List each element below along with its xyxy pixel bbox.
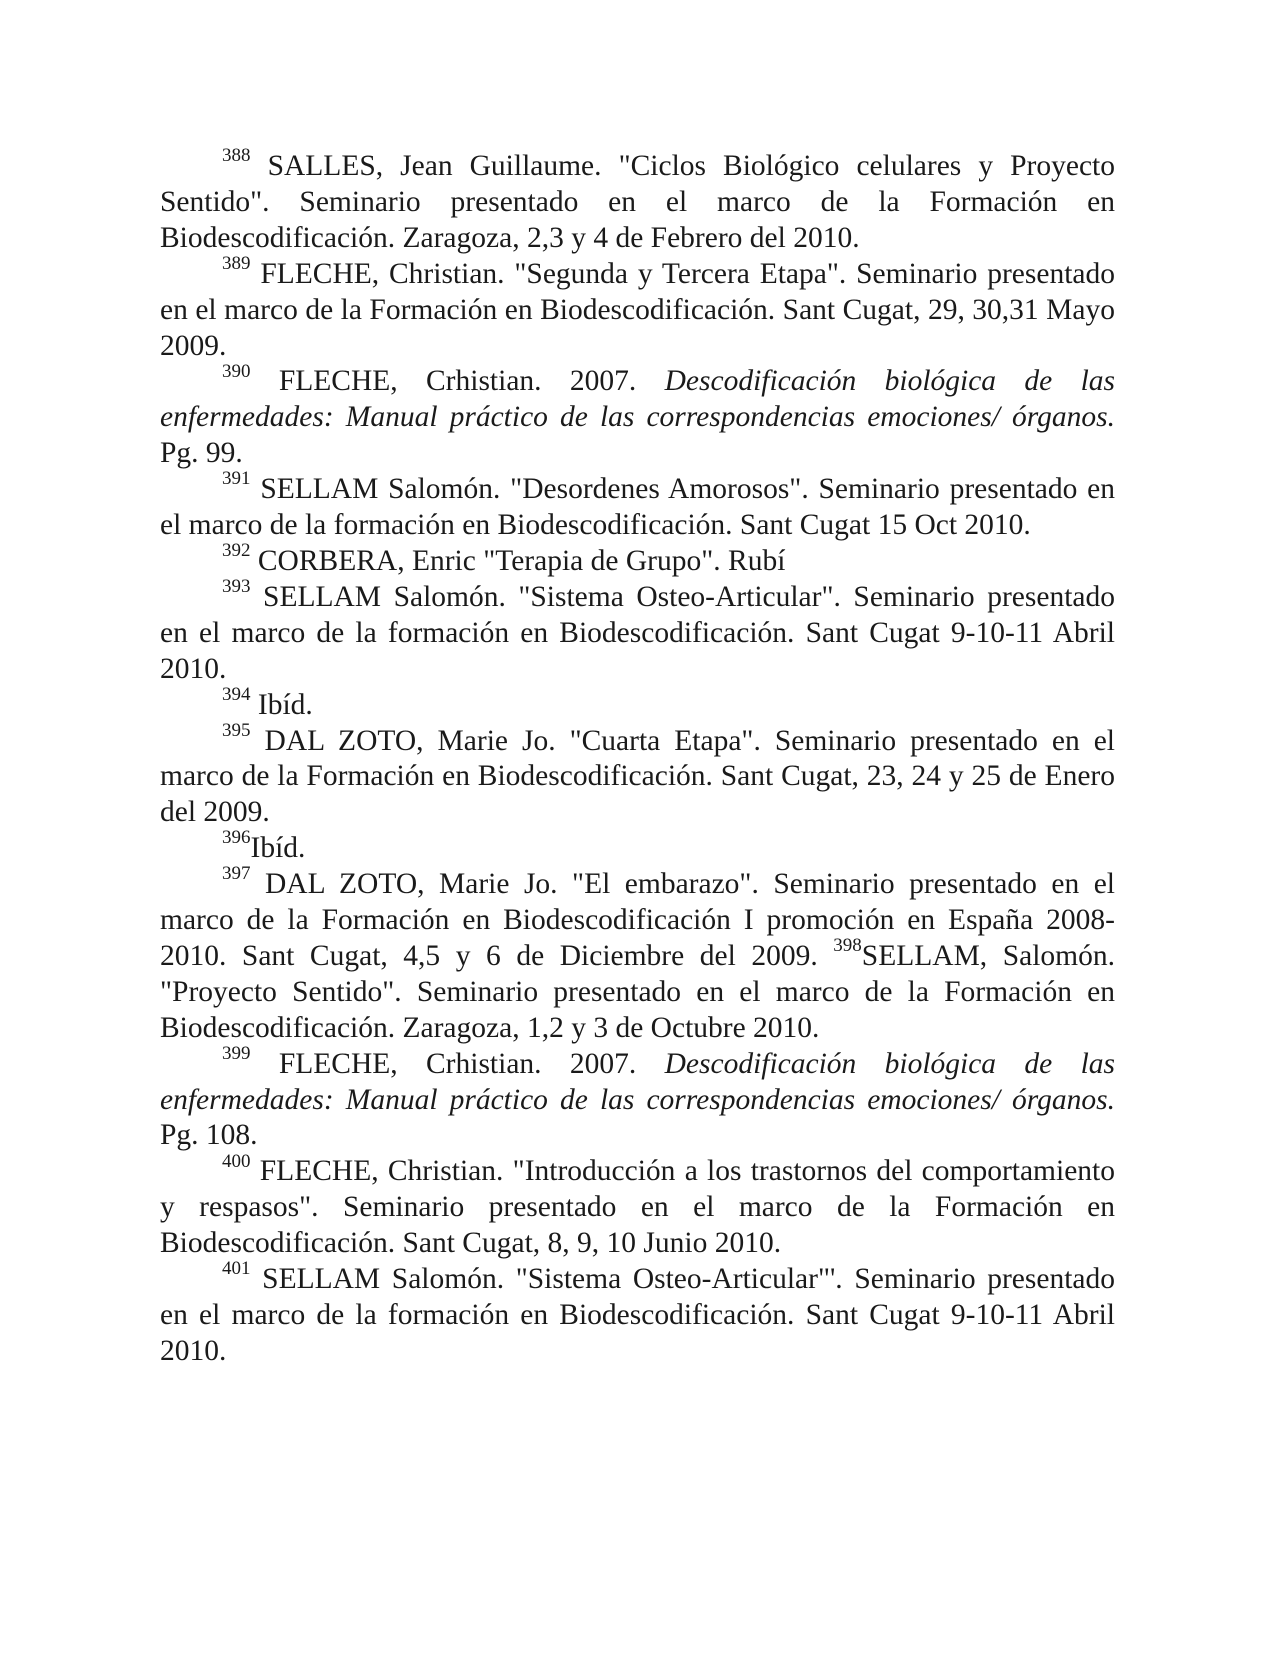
footnote-text: DAL ZOTO, Marie Jo. "El embarazo". Seminario presentado en el marco de la Formación en Biodescodificación I promoción en España 2008-2010. Sant Cugat, 4,5 y 6 de Diciembre del 2009. bbox=[160, 868, 1115, 972]
footnote-388 bbox=[160, 145, 1115, 257]
footnote-number: 399 bbox=[222, 1042, 251, 1064]
book-title: Descodificación biológica de las enfermedades: Manual práctico de las correspondencias emociones/ órganos. bbox=[160, 365, 1115, 434]
footnote-number: 395 bbox=[222, 719, 251, 741]
footnote-number: 390 bbox=[222, 360, 251, 382]
footnote-401 bbox=[160, 1258, 1115, 1370]
footnote-number: 400 bbox=[222, 1150, 251, 1172]
footnote-text: FLECHE, Christian. "Introducción a los trastornos del comportamiento y respasos". Seminario presentado en el marco de la Formación en Biodescodificación. Sant Cugat, 8, 9, 10 Junio 2010. bbox=[160, 1155, 1115, 1260]
footnote-394 bbox=[160, 683, 1115, 724]
footnote-text: Ibíd. bbox=[250, 832, 306, 865]
footnote-number: 392 bbox=[222, 540, 251, 562]
footnote-text: SELLAM Salomón. "Desordenes Amorosos". Seminario presentado en el marco de la formación en Biodescodificación. Sant Cugat 15 Oct 2010. bbox=[160, 473, 1116, 542]
footnote-text: SALLES, Jean Guillaume. "Ciclos Biológico celulares y Proyecto Sentido". Seminario presentado en el marco de la Formación en Biodescodificación. Zaragoza, 2,3 y 4 de Febrero del 2010. bbox=[160, 150, 1115, 254]
footnote-text-398: SELLAM, Salomón. "Proyecto Sentido". Seminario presentado en el marco de la Formación en Biodescodificación. Zaragoza, 1,2 y 3 de Octubre 2010. bbox=[160, 939, 1115, 1044]
footnote-text: SELLAM Salomón. "Sistema Osteo-Articular"'. Seminario presentado en el marco de la formación en Biodescodificación. Sant Cugat 9-10-11 Abril 2010. bbox=[160, 1263, 1115, 1367]
footnote-text: FLECHE, Crhistian. 2007. bbox=[278, 365, 665, 398]
footnote-389 bbox=[160, 252, 1115, 365]
footnote-390 bbox=[160, 360, 1115, 472]
footnotes-page bbox=[160, 145, 1116, 1370]
footnote-number: 388 bbox=[222, 145, 251, 167]
footnote-number: 391 bbox=[222, 468, 251, 490]
footnote-number: 393 bbox=[222, 576, 251, 598]
footnote-397 bbox=[160, 863, 1115, 1047]
footnote-text: Ibíd. bbox=[257, 688, 313, 721]
footnote-text: SELLAM Salomón. "Sistema Osteo-Articular". Seminario presentado en el marco de la formación en Biodescodificación. Sant Cugat 9-10-11 Abril 2010. bbox=[160, 580, 1115, 685]
footnote-396 bbox=[160, 827, 1115, 867]
footnote-text: FLECHE, Crhistian. 2007. bbox=[278, 1047, 665, 1080]
footnote-number: 389 bbox=[222, 252, 251, 274]
footnote-number: 397 bbox=[222, 863, 251, 885]
footnote-392 bbox=[160, 540, 1115, 580]
footnote-text: DAL ZOTO, Marie Jo. "Cuarta Etapa". Seminario presentado en el marco de la Formación en Biodescodificación. Sant Cugat, 23, 24 y 25 de Enero del 2009. bbox=[160, 724, 1116, 829]
footnote-number: 394 bbox=[222, 683, 251, 705]
footnote-page-ref: Pg. 99. bbox=[160, 437, 243, 470]
footnote-page-ref: Pg. 108. bbox=[160, 1119, 258, 1152]
footnote-395 bbox=[160, 719, 1116, 832]
footnote-text: CORBERA, Enric "Terapia de Grupo". Rubí bbox=[257, 544, 786, 577]
footnote-399 bbox=[160, 1042, 1115, 1155]
footnote-391 bbox=[160, 468, 1116, 544]
footnote-400 bbox=[160, 1150, 1115, 1262]
footnote-number: 396 bbox=[222, 827, 251, 849]
footnote-number-398: 398 bbox=[833, 935, 862, 957]
book-title: Descodificación biológica de las enfermedades: Manual práctico de las correspondencias emociones/ órganos. bbox=[160, 1047, 1115, 1116]
footnote-number: 401 bbox=[222, 1258, 251, 1280]
footnote-text: FLECHE, Christian. "Segunda y Tercera Etapa". Seminario presentado en el marco de la Formación en Biodescodificación. Sant Cugat, 29, 30,31 Mayo 2009. bbox=[160, 257, 1115, 362]
footnote-393 bbox=[160, 576, 1115, 688]
